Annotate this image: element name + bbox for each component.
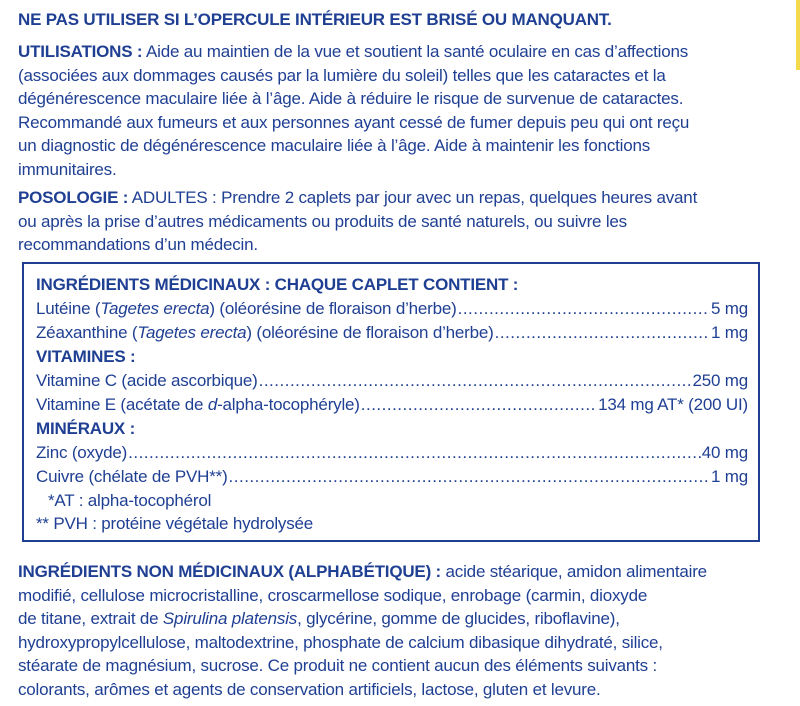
ingredient-row-vitamin-e <box>36 393 748 417</box>
ingredient-amount: 40 mg <box>701 443 748 462</box>
ingredient-name: Vitamine C (acide ascorbique) <box>36 371 258 390</box>
uses-line-4: Recommandé aux fumeurs et aux personnes ayant cessé de fumer depuis peu qui ont reçu <box>18 112 690 132</box>
dot-leader <box>361 393 597 417</box>
medicinal-ingredients-box <box>22 262 760 542</box>
non-medicinal-line-5: stéarate de magnésium, sucrose. Ce produit ne contient aucun des éléments suivants : <box>18 656 658 675</box>
ingredient-amount: 134 mg AT* (200 UI) <box>598 395 748 414</box>
non-medicinal-line-4: hydroxypropylcellulose, maltodextrine, phosphate de calcium dibasique dihydraté, silice, <box>18 632 663 652</box>
dot-leader <box>259 369 692 393</box>
uses-line-3: dégénérescence maculaire liée à l’âge. Aide à réduire le risque de survenue de cataractes. <box>18 89 684 108</box>
non-medicinal-line-3: de titane, extrait de Spirulina platensis, glycérine, gomme de glucides, riboflavine), <box>18 609 620 628</box>
footnote-at: *AT : alpha-tocophérol <box>48 491 212 510</box>
ingredient-row-zinc <box>36 441 748 465</box>
dosage-line-2: ou après la prise d’autres médicaments ou produits de santé naturels, ou suivre les <box>18 211 627 231</box>
ingredient-amount: 1 mg <box>711 467 748 486</box>
medicinal-heading: INGRÉDIENTS MÉDICINAUX : CHAQUE CAPLET CONTIENT : <box>36 275 519 294</box>
ingredient-row-copper <box>36 465 748 489</box>
ingredient-amount: 250 mg <box>692 371 748 390</box>
non-medicinal-line-1: INGRÉDIENTS NON MÉDICINAUX (ALPHABÉTIQUE) : acide stéarique, amidon alimentaire <box>18 562 707 581</box>
uses-label: UTILISATIONS : <box>18 42 143 61</box>
uses-section <box>18 40 778 181</box>
footnote-pvh: ** PVH : protéine végétale hydrolysée <box>36 514 314 533</box>
dosage-line-3: recommandations d’un médecin. <box>18 235 258 254</box>
minerals-heading: MINÉRAUX : <box>36 419 136 438</box>
non-medicinal-label: INGRÉDIENTS NON MÉDICINAUX (ALPHABÉTIQUE) : <box>18 562 442 581</box>
ingredient-amount: 5 mg <box>711 299 748 318</box>
dot-leader <box>229 465 710 489</box>
ingredient-row-zeaxanthin <box>36 321 748 345</box>
ingredient-name: Lutéine (Tagetes erecta) (oléorésine de floraison d’herbe) <box>36 299 457 318</box>
ingredient-name: Cuivre (chélate de PVH**) <box>36 467 228 486</box>
ingredient-name: Zinc (oxyde) <box>36 443 128 462</box>
ingredient-row-vitamin-c <box>36 369 748 393</box>
ingredient-row-lutein <box>36 297 748 321</box>
uses-line-2: (associées aux dommages causés par la lumière du soleil) telles que les cataractes et la <box>18 65 666 85</box>
vitamins-heading: VITAMINES : <box>36 347 136 366</box>
dot-leader <box>458 297 710 321</box>
dosage-line-1: POSOLOGIE : ADULTES : Prendre 2 caplets par jour avec un repas, quelques heures avant <box>18 188 698 207</box>
dosage-section <box>18 186 778 257</box>
dosage-label: POSOLOGIE : <box>18 188 129 207</box>
dot-leader <box>128 441 701 465</box>
dot-leader <box>495 321 710 345</box>
medicinal-ingredients-list <box>36 273 748 535</box>
warning-text: NE PAS UTILISER SI L’OPERCULE INTÉRIEUR EST BRISÉ OU MANQUANT. <box>18 10 612 29</box>
uses-line-5: un diagnostic de dégénérescence maculaire liée à l’âge. Aide à maintenir les fonctions <box>18 136 651 155</box>
ingredient-name: Zéaxanthine (Tagetes erecta) (oléorésine de floraison d’herbe) <box>36 323 494 342</box>
yellow-edge-strip <box>796 0 800 70</box>
uses-line-1: UTILISATIONS : Aide au maintien de la vue et soutient la santé oculaire en cas d’affections <box>18 42 689 61</box>
uses-line-6: immunitaires. <box>18 159 117 179</box>
ingredient-name: Vitamine E (acétate de d-alpha-tocophéryle) <box>36 395 360 414</box>
non-medicinal-section <box>18 560 778 701</box>
non-medicinal-line-6: colorants, arômes et agents de conservation artificiels, lactose, gluten et levure. <box>18 679 601 699</box>
ingredient-amount: 1 mg <box>711 323 748 342</box>
non-medicinal-line-2: modifié, cellulose microcristalline, croscarmellose sodique, enrobage (carmin, dioxyde <box>18 585 648 605</box>
